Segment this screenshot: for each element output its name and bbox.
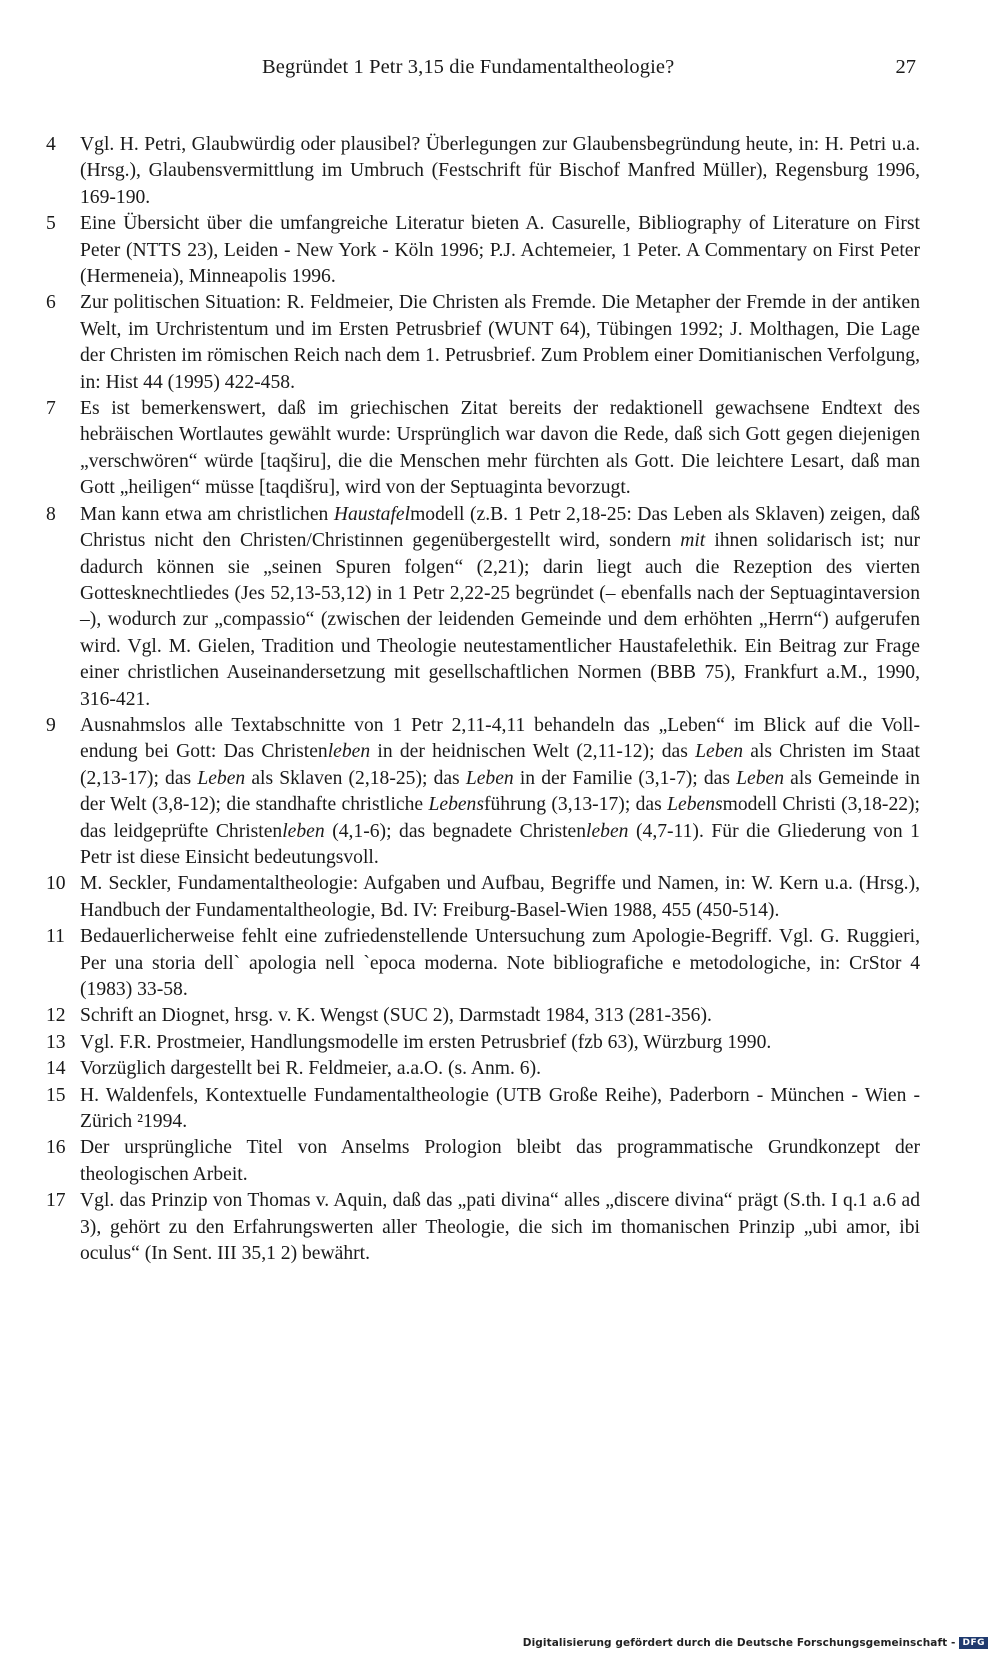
footnote	[46, 290, 920, 396]
footnote	[46, 211, 920, 290]
footnote-text-run: Der ursprüngliche Titel von Anselms Prologion bleibt das programmatische Grundkonzept der theologischen Arbeit.	[80, 1137, 920, 1185]
footnote-text	[80, 132, 920, 211]
footnote-text-italic: Leben	[695, 741, 744, 763]
footnote-number: 6	[46, 292, 56, 314]
footnote	[46, 1030, 920, 1056]
footnote-number: 12	[46, 1005, 66, 1027]
footnote	[46, 132, 920, 211]
footnote-text-run: als Sklaven (2,18-25); das	[245, 767, 466, 789]
running-head: Begründet 1 Petr 3,15 die Fundamentaltheologie?	[262, 56, 675, 78]
footnote-text-run: Zur politischen Situation: R. Feldmeier, Die Christen als Fremde. Die Metapher der Fremde in der antiken Welt, im Urchristentum und im Ersten Petrusbrief (WUNT 64), Tübingen 1992; J. Molthagen, Die Lage der Christen im römischen Reich nach dem 1. Petrusbrief. Zum Problem einer Domitianischen Verfolgung, in: Hist 44 (1995) 422-458.	[80, 292, 920, 393]
footnote-number: 17	[46, 1190, 66, 1212]
footnote-text-run: ihnen solidarisch ist; nur dadurch können sie „seinen Spuren folgen“ (2,21); darin liegt auch die Rezeption des vierten Gottesknechtliedes (Jes 52,13-53,12) in 1 Petr 2,22-25 begründet (– ebenfalls nach der Septuagintaversion –), wodurch zur „compassio“ (zwischen der leidenden Gemeinde und dem erhöhten „Herrn“) aufgerufen wird. Vgl. M. Gielen, Tradition und Theologie neutestamentlicher Haustafelethik. Ein Beitrag zur Frage einer christlichen Auseinandersetzung mit gesellschaftlichen Normen (BBB 75), Frankfurt a.M., 1990, 316-421.	[80, 530, 920, 710]
footnote-text-run: Ausnahmslos alle Textabschnitte von 1 Petr 2,11-4,11 behandeln das „Leben“ im Blick auf die Voll-endung bei Gott: Das Christen	[80, 714, 920, 763]
footnote-text	[80, 1083, 920, 1136]
footnote-text-italic: Lebens	[428, 794, 484, 816]
footnote-text-run: als Christen im Staat (2,13-17); das	[80, 741, 920, 789]
footnote-text-italic: leben	[586, 820, 629, 842]
footnote-number: 5	[46, 213, 56, 235]
footnote-text-run: Es ist bemerkenswert, daß im griechischen Zitat bereits der redaktionell gewachsene Endtext des hebräischen Wortlautes gewählt wurde: Ursprünglich war davon die Rede, daß sich Gott gegen diejenigen „verschwören“ würde [taqširu], die die Menschen mehr fürchten als Gott. Die leichtere Lesart, daß man Gott „heiligen“ müsse [taqdišru], wird von der Septuaginta bevorzugt.	[80, 398, 920, 499]
footnote-text-italic: Leben	[465, 767, 514, 789]
footnotes-list	[46, 132, 920, 1267]
footnote	[46, 396, 920, 502]
page-header	[0, 56, 1000, 86]
footnote-number: 8	[46, 503, 56, 525]
footnote-text	[80, 396, 920, 502]
footnote-number: 9	[46, 714, 56, 736]
footnote-text-italic: leben	[282, 820, 325, 842]
footnote-text-run: Vgl. H. Petri, Glaubwürdig oder plausibel? Überlegungen zur Glaubensbegründung heute, in: H. Petri u.a. (Hrsg.), Glaubensvermittlung im Umbruch (Festschrift für Bischof Manfred Müller), Regensburg 1996, 169-190.	[80, 134, 920, 208]
footnote-text-run: Schrift an Diognet, hrsg. v. K. Wengst (SUC 2), Darmstadt 1984, 313 (281-356).	[80, 1005, 712, 1027]
footnote-text-run: modell Christi (3,18-22); das leidgeprüfte Christen	[80, 794, 921, 842]
footnote-number: 15	[46, 1084, 66, 1106]
footnote-text-run: Eine Übersicht über die umfangreiche Literatur bieten A. Casurelle, Bibliography of Literature on First Peter (NTTS 23), Leiden - New York - Köln 1996; P.J. Achtemeier, 1 Peter. A Commentary on First Peter (Hermeneia), Minneapolis 1996.	[80, 213, 920, 288]
footnote-text	[80, 1030, 920, 1056]
footnote-text-italic: leben	[327, 741, 371, 763]
dfg-logo: DFG	[959, 1637, 988, 1649]
footnote	[46, 871, 920, 924]
footnote-text	[80, 290, 920, 396]
footnote-text-run: Man kann etwa am christlichen	[80, 503, 334, 525]
footnote-text-run: führung (3,13-17); das	[483, 794, 668, 816]
footnote	[46, 1083, 920, 1136]
footnote-text-run: H. Waldenfels, Kontextuelle Fundamentaltheologie (UTB Große Reihe), Paderborn - München - Wien - Zürich ²1994.	[80, 1084, 920, 1133]
page-number: 27	[895, 56, 916, 78]
digitization-credit-text: Digitalisierung gefördert durch die Deutsche Forschungsgemeinschaft -	[522, 1637, 956, 1649]
footnote-text-run: Vgl. das Prinzip von Thomas v. Aquin, daß das „pati divina“ alles „discere divina“ prägt (S.th. I q.1 a.6 ad 3), gehört zu den Erfahrungswerten aller Theologie, die sich im thomanischen Prinzip „ubi amor, ibi oculus“ (In Sent. III 35,1 2) bewährt.	[80, 1190, 920, 1265]
footnote-text	[80, 871, 920, 924]
footnote-text	[80, 1135, 920, 1188]
footnote	[46, 924, 920, 1003]
footnote-text	[80, 1188, 920, 1267]
footnote-text-run: modell (z.B. 1 Petr 2,18-25: Das Leben als Sklaven) zeigen, daß Christus nicht den Christen/Christinnen gegenübergestellt wird, sondern	[80, 503, 920, 552]
footnote	[46, 1003, 920, 1029]
footnote-text	[80, 211, 920, 290]
footnote-number: 4	[46, 134, 56, 155]
footnote-text-run: (4,7-11). Für die Gliederung von 1 Petr ist diese Einsicht bedeutungsvoll.	[80, 820, 920, 868]
footnote-text	[80, 1003, 920, 1029]
footnote-text	[80, 502, 920, 713]
footnote	[46, 1056, 920, 1082]
footnote-text-italic: Leben	[736, 767, 785, 789]
footnote-number: 16	[46, 1137, 66, 1159]
footnote-text-run: Bedauerlicherweise fehlt eine zufriedenstellende Untersuchung zum Apologie-Begriff. Vgl. G. Ruggieri, Per una storia dell` apologia nell `epoca moderna. Note bibliografiche e metodologiche, in: CrStor 4 (1983) 33-58.	[80, 926, 920, 1000]
footnote-number: 11	[46, 926, 65, 948]
footnote-text-italic: Leben	[197, 767, 246, 789]
footnote-text-italic: Lebens	[667, 794, 723, 816]
footnote-text	[80, 924, 920, 1003]
footnote	[46, 502, 920, 713]
footnote-number: 7	[46, 398, 56, 420]
footnote	[46, 1135, 920, 1188]
footnote-text-run: in der Familie (3,1-7); das	[513, 767, 737, 789]
footnote-text-italic: mit	[680, 530, 706, 552]
footnote-text-italic: Haustafel	[333, 503, 411, 525]
footnote-text	[80, 1056, 920, 1082]
footnote	[46, 1188, 920, 1267]
footnote-text-run: M. Seckler, Fundamentaltheologie: Aufgaben und Aufbau, Begriffe und Namen, in: W. Kern u.a. (Hrsg.), Handbuch der Fundamentaltheologie, Bd. IV: Freiburg-Basel-Wien 1988, 455 (450-514).	[80, 873, 920, 921]
footnote-number: 13	[46, 1031, 66, 1053]
footnote-text-run: als Gemeinde in der Welt (3,8-12); die standhafte christliche	[80, 767, 920, 816]
footnote-text-run: Vgl. F.R. Prostmeier, Handlungsmodelle im ersten Petrusbrief (fzb 63), Würzburg 1990.	[80, 1031, 772, 1053]
footnote-text	[80, 713, 920, 871]
footnote-text-run: in der heidnischen Welt (2,11-12); das	[370, 741, 696, 763]
footnote	[46, 713, 920, 871]
digitization-credit	[523, 1637, 988, 1649]
footnote-number: 14	[46, 1058, 66, 1080]
footnote-text-run: Vorzüglich dargestellt bei R. Feldmeier, a.a.O. (s. Anm. 6).	[80, 1058, 542, 1080]
footnote-number: 10	[46, 873, 66, 895]
footnote-text-run: (4,1-6); das begnadete Christen	[324, 820, 587, 842]
